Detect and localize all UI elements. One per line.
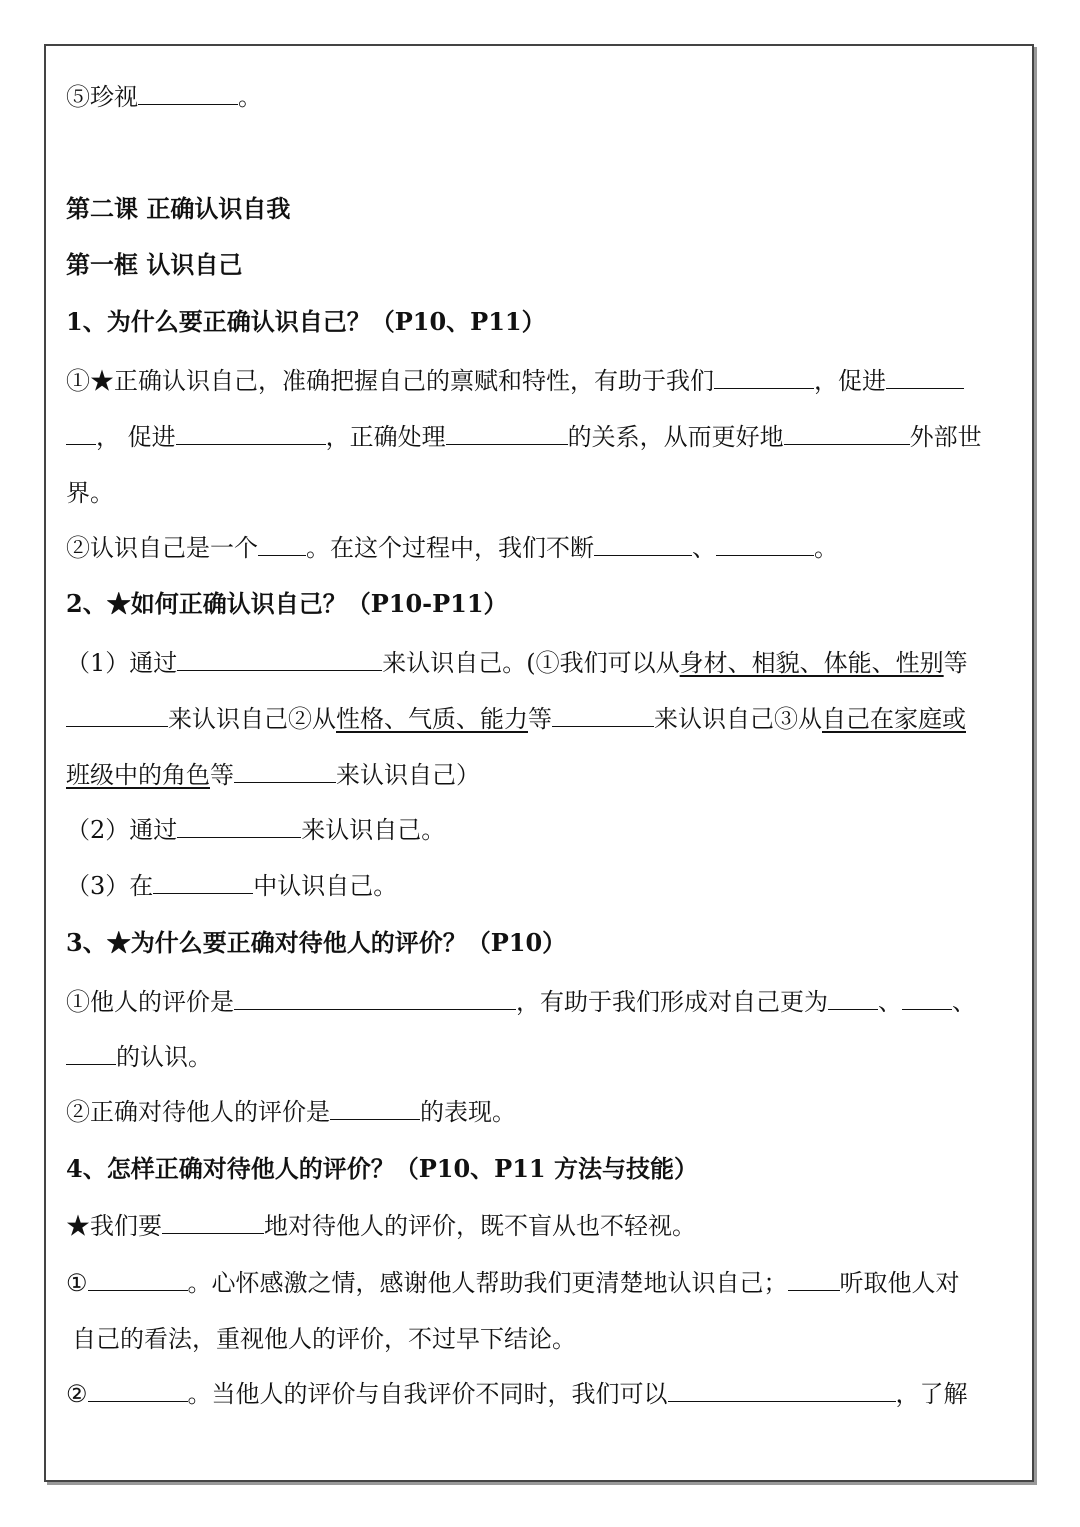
fill-blank[interactable]	[716, 533, 814, 556]
fill-blank[interactable]	[258, 533, 306, 556]
question-2-title: 2、★如何正确认识自己？（P10-P11）	[66, 589, 508, 618]
q4-line-2: ① 。心怀感激之情，感谢他人帮助我们更清楚地认识自己； 听取他人对	[66, 1269, 960, 1297]
q4-line-3: 自己的看法，重视他人的评价，不过早下结论。	[72, 1325, 576, 1353]
fill-blank[interactable]	[330, 1097, 420, 1120]
q1-line-2: ， 促进 ，正确处理 的关系，从而更好地 外部世	[66, 422, 982, 452]
q1-line-1: ①★正确认识自己，准确把握自己的禀赋和特性，有助于我们 ，促进	[66, 366, 964, 396]
q1-line-4: ②认识自己是一个 。在这个过程中，我们不断 、 。	[66, 534, 838, 562]
fill-blank[interactable]	[153, 871, 253, 894]
fill-blank[interactable]	[176, 422, 326, 445]
fill-blank[interactable]	[902, 987, 952, 1010]
frame-title: 第一框 认识自己	[66, 250, 243, 279]
question-4-title: 4、怎样正确对待他人的评价？（P10、P11 方法与技能）	[66, 1154, 698, 1183]
fill-blank[interactable]	[234, 760, 336, 783]
fill-blank[interactable]	[594, 533, 692, 556]
fill-blank[interactable]	[88, 1379, 188, 1402]
fill-blank[interactable]	[138, 82, 238, 105]
fill-blank[interactable]	[828, 987, 878, 1010]
fill-blank[interactable]	[66, 704, 168, 727]
q3-line-2: 的认识。	[66, 1042, 212, 1072]
q2-line-5: （3）在 中认识自己。	[66, 872, 398, 900]
q2-line-3: 班级中的角色等 来认识自己）	[66, 761, 480, 789]
fill-blank[interactable]	[668, 1379, 896, 1402]
question-3-title: 3、★为什么要正确对待他人的评价？（P10）	[66, 928, 567, 957]
fill-blank[interactable]	[177, 815, 301, 838]
fill-blank[interactable]	[886, 366, 964, 389]
fill-blank[interactable]	[234, 987, 516, 1010]
q2-line-4: （2）通过 来认识自己。	[66, 816, 446, 844]
lesson-title: 第二课 正确认识自我	[66, 194, 291, 223]
q2-line-1: （1）通过 来认识自己。(①我们可以从身材、相貌、体能、性别等	[66, 649, 968, 677]
q4-line-4: ② 。当他人的评价与自我评价不同时，我们可以 ，了解	[66, 1380, 968, 1408]
fill-blank[interactable]	[446, 422, 568, 445]
q3-line-1: ①他人的评价是 ，有助于我们形成对自己更为 、 、	[66, 988, 976, 1016]
q1-line-3: 界。	[66, 479, 114, 507]
fill-blank[interactable]	[177, 648, 382, 671]
question-1-title: 1、为什么要正确认识自己？（P10、P11）	[66, 307, 546, 336]
fill-blank[interactable]	[788, 1268, 840, 1291]
fill-blank[interactable]	[88, 1268, 188, 1291]
fill-blank[interactable]	[66, 1042, 116, 1065]
q3-line-3: ②正确对待他人的评价是 的表现。	[66, 1098, 516, 1126]
fill-blank[interactable]	[66, 422, 96, 445]
fill-blank[interactable]	[162, 1211, 264, 1234]
fill-blank[interactable]	[552, 704, 654, 727]
fill-blank[interactable]	[714, 366, 814, 389]
fill-blank[interactable]	[784, 422, 910, 445]
q4-line-1: ★我们要 地对待他人的评价，既不盲从也不轻视。	[66, 1212, 696, 1240]
q2-line-2: 来认识自己②从性格、气质、能力等 来认识自己③从自己在家庭或	[66, 704, 966, 734]
line-cherish: ⑤珍视 。	[66, 83, 262, 111]
